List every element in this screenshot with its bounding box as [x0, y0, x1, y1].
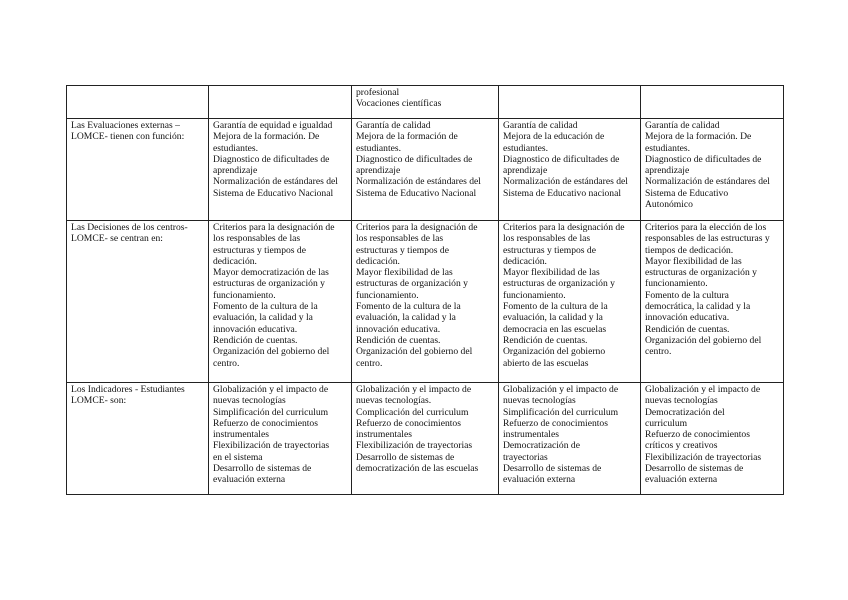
cell-text-line: centro.	[356, 357, 383, 369]
cell-text-line: profesional	[356, 87, 400, 98]
cell-text-line: estudiantes.	[503, 142, 549, 154]
cell-text-line: Fomento de la cultura de la	[356, 301, 461, 313]
cell-text-line: estructuras y tiempos de	[356, 244, 449, 256]
table-cell	[352, 383, 499, 495]
cell-text-line: Criterios para la designación de	[356, 222, 478, 233]
cell-text-line: Fomento de la cultura de la	[503, 301, 608, 313]
table-cell	[209, 119, 352, 221]
cell-text-line: los responsables de las	[356, 233, 444, 245]
table-cell	[499, 119, 641, 221]
cell-text-line: Mejora de la educación de	[503, 131, 605, 143]
cell-text-line: Democratización del	[645, 406, 725, 418]
cell-text-line: democratización de las escuelas	[356, 463, 479, 475]
cell-text-line: Mejora de la formación. De	[645, 131, 752, 143]
cell-text-line: Mayor flexibilidad de las	[356, 267, 453, 279]
cell-text-line: estructuras de organización y	[213, 278, 325, 290]
cell-text-line: estructuras de organización y	[645, 267, 757, 279]
cell-text-line: Diagnostico de dificultades de	[213, 153, 330, 165]
cell-text-line: aprendizaje	[356, 165, 401, 177]
cell-text-line: Vocaciones científicas	[356, 98, 442, 110]
cell-text-line: Fomento de la cultura	[645, 289, 729, 301]
cell-text-line: aprendizaje	[503, 165, 548, 177]
cell-text-line: nuevas tecnologías	[213, 395, 286, 407]
table-cell	[499, 383, 641, 495]
cell-text-line: funcionamiento.	[503, 289, 566, 301]
cell-text-line: estructuras de organización y	[503, 278, 615, 290]
cell-text-line: Organización del gobierno del	[213, 346, 330, 358]
cell-text-line: Globalización y el impacto de	[503, 384, 619, 395]
cell-text-line: Las Evaluaciones externas –	[71, 120, 180, 131]
cell-text-line: críticos y creativos	[645, 440, 718, 452]
cell-text-line: Simplificación del curriculum	[213, 406, 329, 418]
cell-text-line: Sistema de Educativo Nacional	[356, 187, 477, 199]
cell-text-line: estructuras y tiempos de	[503, 244, 596, 256]
cell-text-line: dedicación.	[213, 255, 257, 267]
cell-text-line: Garantía de calidad	[645, 120, 720, 131]
cell-text-line: Rendición de cuentas.	[645, 323, 730, 335]
table-row	[67, 86, 784, 119]
cell-text-line: instrumentales	[356, 429, 412, 441]
cell-text-line: funcionamiento.	[213, 289, 276, 301]
cell-text-line: Diagnostico de dificultades de	[645, 153, 762, 165]
table-cell	[352, 119, 499, 221]
row-header-cell	[67, 383, 209, 495]
cell-text-line: Autonómico	[645, 199, 693, 211]
cell-text-line: Garantía de equidad e igualdad	[213, 120, 333, 131]
cell-text-line: Garantía de calidad	[356, 120, 431, 131]
table-cell	[641, 119, 784, 221]
cell-text-line: Organización del gobierno del	[356, 346, 473, 358]
cell-text-line: evaluación externa	[645, 474, 718, 486]
cell-text-line: evaluación externa	[503, 474, 576, 486]
cell-text-line: Criterios para la elección de los	[645, 222, 767, 233]
table-cell	[499, 86, 641, 119]
cell-text-line: instrumentales	[503, 429, 559, 441]
cell-text-line: Globalización y el impacto de	[213, 384, 329, 395]
table-body	[67, 86, 784, 495]
table-cell	[209, 86, 352, 119]
cell-text-line: Desarrollo de sistemas de	[213, 463, 312, 475]
cell-text-line: Globalización y el impacto de	[356, 384, 472, 395]
cell-text-line: Refuerzo de conocimientos	[356, 417, 461, 429]
cell-text-line: trayectorias	[503, 451, 548, 463]
table-row	[67, 119, 784, 221]
cell-text-line: los responsables de las	[213, 233, 301, 245]
cell-text-line: abierto de las escuelas	[503, 357, 589, 369]
cell-text-line: innovación educativa.	[213, 323, 298, 335]
cell-text-line: Criterios para la designación de	[503, 222, 625, 233]
cell-text-line: funcionamiento.	[645, 278, 708, 290]
cell-text-line: democrática, la calidad y la	[645, 301, 751, 313]
row-header-cell	[67, 221, 209, 383]
row-header-cell	[67, 119, 209, 221]
cell-text-line: Refuerzo de conocimientos	[645, 429, 750, 441]
cell-text-line: Fomento de la cultura de la	[213, 301, 318, 313]
cell-text-line: Flexibilización de trayectorias	[213, 440, 330, 452]
cell-text-line: evaluación, la calidad y la	[213, 312, 313, 324]
cell-text-line: dedicación.	[503, 255, 547, 267]
cell-text-line: Mayor flexibilidad de las	[645, 255, 742, 267]
cell-text-line: responsables de las estructuras y	[645, 233, 770, 245]
cell-text-line: Diagnostico de dificultades de	[503, 153, 620, 165]
cell-text-line: LOMCE- tienen con función:	[71, 131, 185, 143]
cell-text-line: Organización del gobierno del	[645, 334, 762, 346]
cell-text-line: en el sistema	[213, 451, 263, 463]
cell-text-line: Normalización de estándares del	[356, 176, 481, 188]
cell-text-line: estructuras y tiempos de	[213, 244, 306, 256]
table-cell	[499, 221, 641, 383]
cell-text-line: Normalización de estándares del	[645, 176, 770, 188]
cell-text-line: Flexibilización de trayectorias	[645, 451, 762, 463]
comparison-table	[66, 85, 784, 495]
cell-text-line: Simplificación del curriculum	[503, 406, 619, 418]
cell-text-line: democracia en las escuelas	[503, 323, 607, 335]
table-cell	[641, 221, 784, 383]
cell-text-line: Sistema de Educativo	[645, 187, 729, 199]
table-cell	[352, 221, 499, 383]
cell-text-line: evaluación, la calidad y la	[503, 312, 603, 324]
cell-text-line: Desarrollo de sistemas de	[645, 463, 744, 475]
cell-text-line: Democratización de	[503, 440, 580, 452]
cell-text-line: Mayor flexibilidad de las	[503, 267, 600, 279]
cell-text-line: los responsables de las	[503, 233, 591, 245]
cell-text-line: Desarrollo de sistemas de	[356, 451, 455, 463]
cell-text-line: funcionamiento.	[356, 289, 419, 301]
cell-text-line: estructuras de organización y	[356, 278, 468, 290]
cell-text-line: nuevas tecnologías	[503, 395, 576, 407]
cell-text-line: Flexibilización de trayectorias	[356, 440, 473, 452]
cell-text-line: Normalización de estándares del	[213, 176, 338, 188]
cell-text-line: Los Indicadores - Estudiantes	[71, 384, 185, 395]
cell-text-line: Rendición de cuentas.	[503, 334, 588, 346]
cell-text-line: Normalización de estándares del	[503, 176, 628, 188]
table-cell	[352, 86, 499, 119]
cell-text-line: LOMCE- son:	[71, 395, 127, 407]
cell-text-line: centro.	[213, 357, 240, 369]
cell-text-line: Criterios para la designación de	[213, 222, 335, 233]
cell-text-line: evaluación, la calidad y la	[356, 312, 456, 324]
row-header-cell	[67, 86, 209, 119]
table-cell	[641, 383, 784, 495]
cell-text-line: Sistema de Educativo Nacional	[213, 187, 334, 199]
cell-text-line: evaluación externa	[213, 474, 286, 486]
cell-text-line: nuevas tecnologías.	[356, 395, 432, 407]
table-row	[67, 383, 784, 495]
cell-text-line: tiempos de dedicación.	[645, 244, 734, 256]
cell-text-line: Complicación del curriculum	[356, 406, 469, 418]
cell-text-line: Mejora de la formación de	[356, 131, 458, 143]
table-cell	[641, 86, 784, 119]
cell-text-line: innovación educativa.	[645, 312, 730, 324]
cell-text-line: dedicación.	[356, 255, 400, 267]
cell-text-line: innovación educativa.	[356, 323, 441, 335]
cell-text-line: Organización del gobierno	[503, 346, 606, 358]
cell-text-line: centro.	[645, 346, 672, 358]
cell-text-line: estudiantes.	[356, 142, 402, 154]
cell-text-line: Rendición de cuentas.	[356, 334, 441, 346]
cell-text-line: estudiantes.	[213, 142, 259, 154]
cell-text-line: Las Decisiones de los centros-	[71, 222, 188, 233]
cell-text-line: instrumentales	[213, 429, 269, 441]
cell-text-line: aprendizaje	[213, 165, 258, 177]
cell-text-line: nuevas tecnologías	[645, 395, 718, 407]
cell-text-line: Mayor democratización de las	[213, 267, 329, 279]
cell-text-line: Desarrollo de sistemas de	[503, 463, 602, 475]
cell-text-line: Mejora de la formación. De	[213, 131, 320, 143]
cell-text-line: Refuerzo de conocimientos	[213, 417, 318, 429]
table-cell	[209, 383, 352, 495]
cell-text-line: aprendizaje	[645, 165, 690, 177]
table-row	[67, 221, 784, 383]
cell-text-line: LOMCE- se centran en:	[71, 233, 163, 245]
cell-text-line: Refuerzo de conocimientos	[503, 417, 608, 429]
cell-text-line: estudiantes.	[645, 142, 691, 154]
cell-text-line: Rendición de cuentas.	[213, 334, 298, 346]
cell-text-line: Globalización y el impacto de	[645, 384, 761, 395]
table-cell	[209, 221, 352, 383]
cell-text-line: Sistema de Educativo nacional	[503, 187, 622, 199]
cell-text-line: Diagnostico de dificultades de	[356, 153, 473, 165]
cell-text-line: Garantía de calidad	[503, 120, 578, 131]
cell-text-line: curriculum	[645, 417, 688, 429]
